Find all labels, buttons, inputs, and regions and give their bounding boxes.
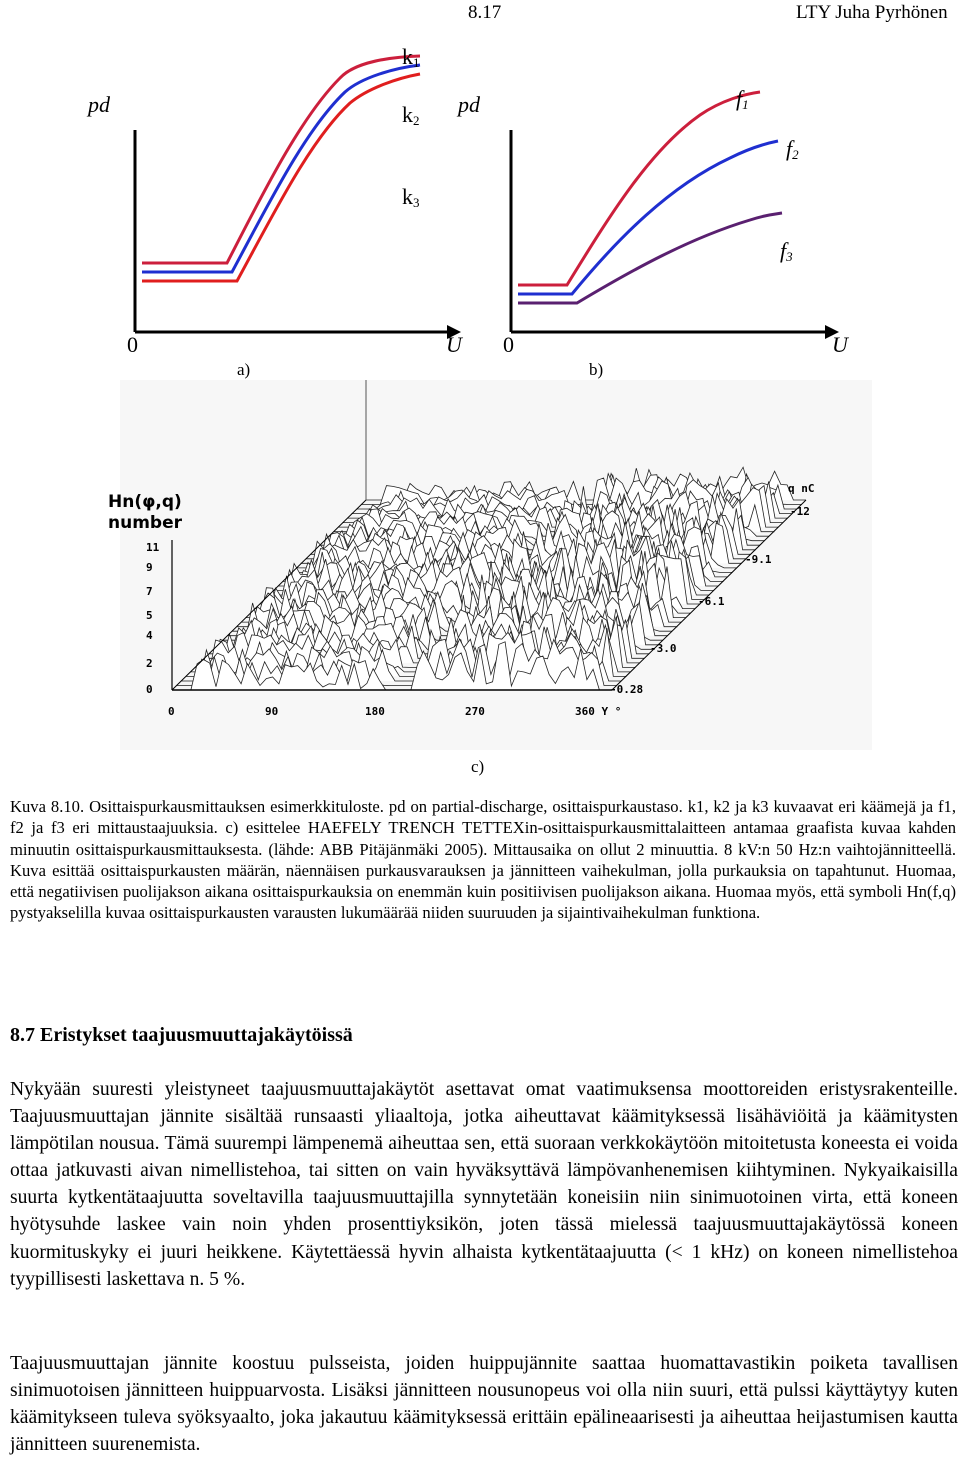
legend-f1: $f_1$ xyxy=(736,86,749,112)
x-tick-label: 270 xyxy=(465,705,485,718)
q-tick-label: -6.1 xyxy=(698,595,725,608)
figure-c xyxy=(108,380,872,750)
x-tick-label: 360 Y ° xyxy=(575,705,622,718)
u-label-b: U xyxy=(832,332,848,357)
y-tick-label: 5 xyxy=(146,609,153,622)
curve-f3 xyxy=(518,213,782,303)
y-tick-label: 4 xyxy=(146,629,153,642)
section-number: 8.17 xyxy=(468,2,502,23)
origin-label-b: 0 xyxy=(503,332,514,357)
legend-f2: $f_2$ xyxy=(786,136,799,162)
author-label: LTY Juha Pyrhönen xyxy=(796,2,948,23)
x-tick-label: 0 xyxy=(168,705,175,718)
y-tick-label: 0 xyxy=(146,683,153,696)
caption-c: c) xyxy=(471,757,485,776)
legend-f3: $f_3$ xyxy=(780,238,793,264)
y-tick-label: 11 xyxy=(146,541,160,554)
q-tick-label: -12 xyxy=(790,505,810,518)
q-tick-label: -9.1 xyxy=(745,553,772,566)
caption-b: b) xyxy=(589,360,604,379)
figure-b xyxy=(0,0,960,390)
y-tick-label: 2 xyxy=(146,657,153,670)
pd-label-a: pd xyxy=(88,92,110,117)
histogram-spikes xyxy=(172,467,806,690)
y-tick-label: 9 xyxy=(146,561,153,574)
q-tick-label: -3.0 xyxy=(650,642,677,655)
legend-k2: $k_2$ xyxy=(402,102,420,128)
q-tick-label: -0.28 xyxy=(610,683,644,696)
pd-label-b: pd xyxy=(458,92,480,117)
origin-label-a: 0 xyxy=(127,332,138,357)
paragraph-2: Taajuusmuuttajan jännite koostuu pulsseista, joiden huippujännite saattaa huomattavastikin poiketa tavallisen sinimuotoisen jännitteen huippuarvosta. Lisäksi jännitteen nousunopeus voi olla niin suuri, että pulssi käyttäytyy kuten käämitykseen tuleva syöksyaalto, joka jakautuu käämityksessä erittäin epälineaarisesti ja aiheuttaa heijastumisen kautta jännitteen suurenemista. xyxy=(10,1353,958,1456)
x-tick-label: 180 xyxy=(365,705,385,718)
figure-caption: Kuva 8.10. Osittaispurkausmittauksen esimerkkituloste. pd on partial-discharge, osittaispurkaustaso. k1, k2 ja k3 kuvaavat eri käämejä ja f1, f2 ja f3 eri mittaustaajuuksia. c) esittelee HAEFELY TRENCH TETTEXin-osittaispurkausmittalaitteen antamaa graafista kuvaa kahden minuutin osittaispurkausmittauksesta. (lähde: ABB Pitäjänmäki 2005). Mittausaika on ollut 2 minuuttia. 8 kV:n 50 Hz:n vaihtojännitteellä. Kuva esittää osittaispurkausten määrän, näennäisen purkausvarauksen ja jännitteen vaihekulman, jolla purkauksia on tapahtunut. Huomaa, että negatiivisen puolijakson aikana osittaispurkauksia on enemmän kuin positiivisen puolijakson aikana. Huomaa myös, että symboli Hn(f,q) pystyakselilla kuvaa osittaispurkausten varausten lukumäärää niiden suuruuden ja sijaintivaihekulman funktiona. xyxy=(10,797,956,923)
caption-a: a) xyxy=(237,360,251,379)
curve-f1 xyxy=(518,92,760,285)
hn-label: Hn(φ,q) number xyxy=(108,492,183,533)
figure-b-plot xyxy=(0,0,960,390)
x-tick-label: 90 xyxy=(265,705,279,718)
y-tick-label: 7 xyxy=(146,585,153,598)
q-axis-header: q nC xyxy=(788,482,815,495)
paragraph-1: Nykyään suuresti yleistyneet taajuusmuuttajakäytöt asettavat omat vaatimuksensa moottoreiden eristysrakenteille. Taajuusmuuttajan jännite sisältää runsaasti yliaaltoja, jotka aiheuttavat käämityksessä lisähäviöitä ja käämitysten lämpötilan nousua. Tämä suurempi lämpenemä aiheuttaa sen, että suoraan verkkokäytöön mitoitetusta koneesta ei voida ottaa jatkuvasti aivan nimellistehoa, tai sitten on vain hyväksyttävä lämpövanhenemisen kiihtyminen. Nykyaikaisilla suurta kytkentätaajuutta soveltavilla taajuusmuuttajilla synnytetään koneisiin niin sinimuotoinen virta, että koneen hyötysuhde laskee vain noin yhden prosenttiyksikön, joten tässä mielessä taajuusmuuttajakäytössä koneen kuormituskyky ei juuri heikkene. Käytettäessä hyvin alhaista kytkentätaajuutta (< 1 kHz) on koneen nimellistehoa tyypillisesti laskettava n. 5 %. xyxy=(10,1079,958,1290)
section-heading: 8.7 Eristykset taajuusmuuttajakäytöissä xyxy=(10,1024,353,1046)
legend-k3: $k_3$ xyxy=(402,184,420,210)
u-label-a: U xyxy=(446,332,462,357)
legend-k1: $k_1$ xyxy=(402,44,420,70)
